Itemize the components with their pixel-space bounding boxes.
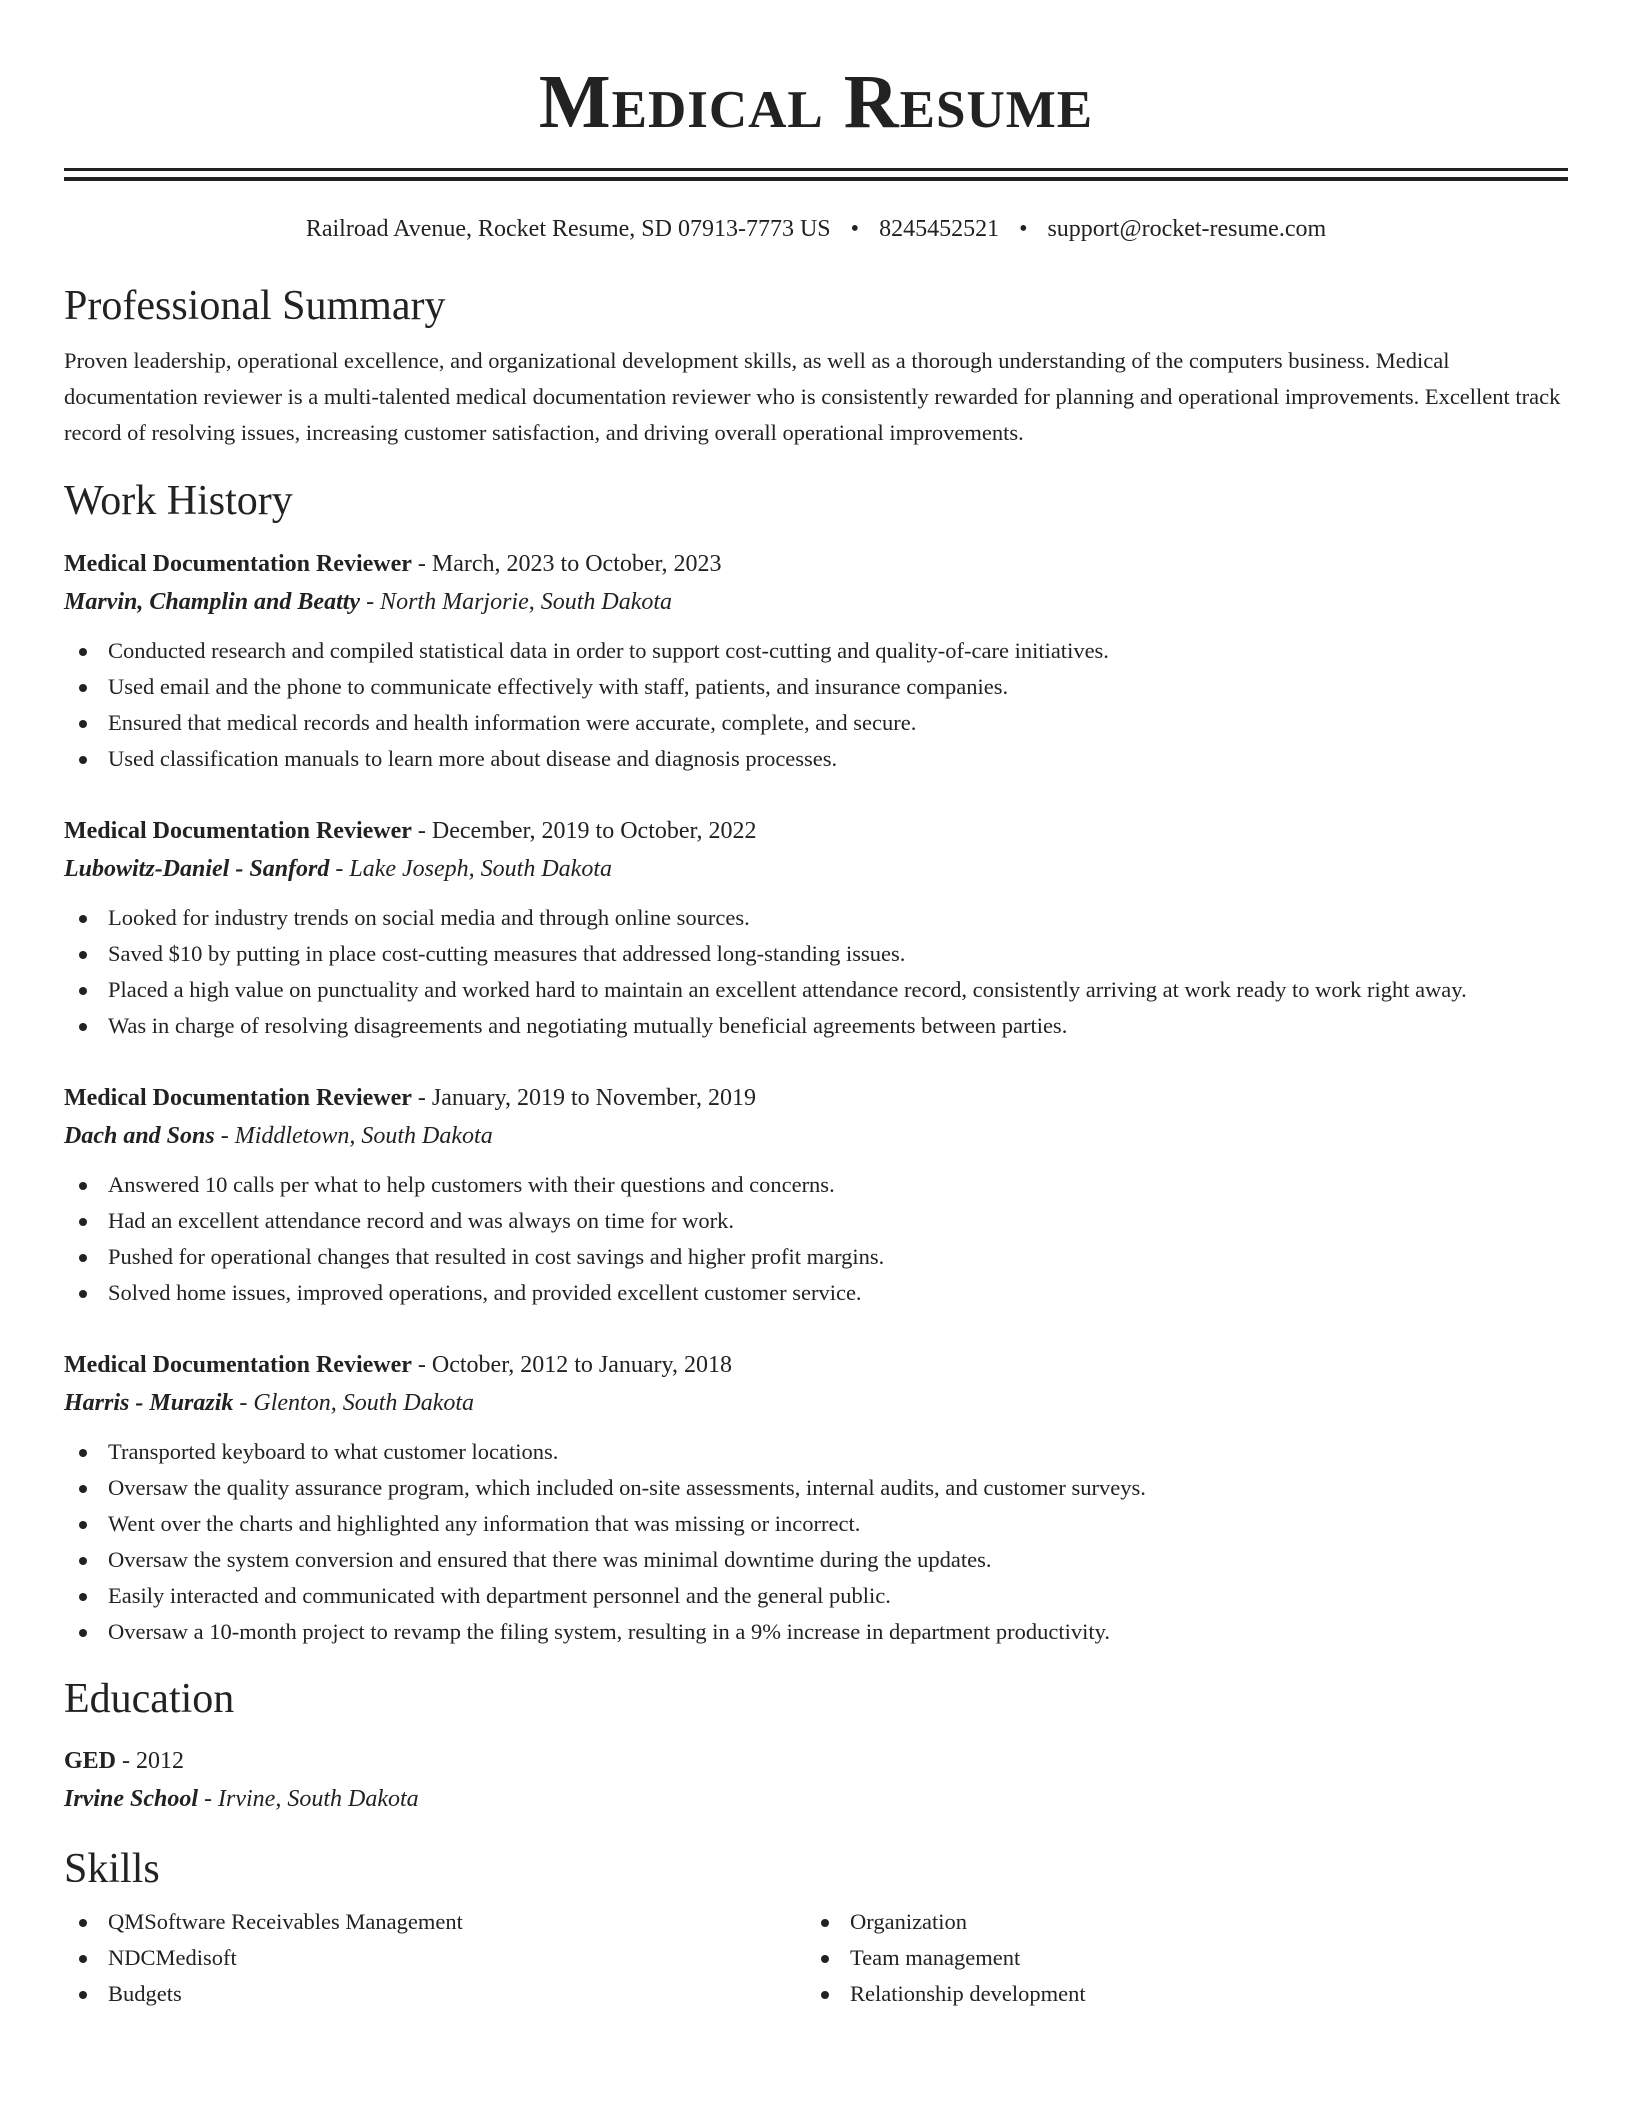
summary-text: Proven leadership, operational excellence, and organizational development skills, as well as a thorough understanding of the computers business. Medical documentation reviewer is a multi-talented medical documentation reviewer who is consistently rewarded for planning and operational improvements. Excellent track record of resolving issues, increasing customer satisfaction, and driving overall operational improvements. — [64, 348, 1561, 446]
job-bullet: Saved $10 by putting in place cost-cutting measures that addressed long-standing issues. — [64, 936, 1568, 972]
job-company-line — [64, 1384, 1568, 1422]
skills-heading: Skills — [64, 1845, 160, 1892]
job-company: Lubowitz-Daniel - Sanford — [64, 855, 330, 882]
job-location: - Glenton, South Dakota — [233, 1389, 475, 1416]
job-entry — [64, 545, 1568, 777]
education-year: - 2012 — [116, 1747, 185, 1774]
job-dates: - October, 2012 to January, 2018 — [411, 1351, 732, 1378]
job-title-line — [64, 1079, 1568, 1117]
contact-separator: • — [1019, 216, 1028, 242]
education-location: - Irvine, South Dakota — [198, 1785, 419, 1812]
education-degree: GED — [64, 1747, 117, 1774]
job-location: - Middletown, South Dakota — [214, 1122, 493, 1149]
skill-item: Relationship development — [806, 1976, 1548, 2012]
job-bullet: Answered 10 calls per what to help customers with their questions and concerns. — [64, 1167, 1568, 1203]
skill-item: Budgets — [64, 1976, 806, 2012]
summary-heading: Professional Summary — [64, 282, 446, 329]
contact-line — [64, 215, 1568, 244]
job-bullets — [64, 633, 1568, 777]
job-bullets — [64, 1434, 1568, 1650]
job-title: Medical Documentation Reviewer — [64, 1084, 412, 1111]
job-bullet: Oversaw the quality assurance program, which included on-site assessments, internal audits, and customer surveys. — [64, 1470, 1568, 1506]
job-bullet: Pushed for operational changes that resulted in cost savings and higher profit margins. — [64, 1239, 1568, 1275]
job-entry — [64, 1079, 1568, 1311]
contact-phone: 8245452521 — [879, 216, 1000, 242]
education-degree-line — [64, 1742, 1568, 1780]
job-title-line — [64, 812, 1568, 850]
job-company-line — [64, 850, 1568, 888]
skill-item: QMSoftware Receivables Management — [64, 1904, 806, 1940]
education-school-line — [64, 1780, 1568, 1818]
contact-email[interactable]: support@rocket-resume.com — [1047, 216, 1327, 242]
job-bullets — [64, 900, 1568, 1044]
job-bullet: Easily interacted and communicated with department personnel and the general public. — [64, 1578, 1568, 1614]
education-entry — [64, 1742, 1568, 1818]
title-divider — [64, 168, 1568, 181]
job-bullet: Used email and the phone to communicate effectively with staff, patients, and insurance companies. — [64, 669, 1568, 705]
job-bullet: Went over the charts and highlighted any information that was missing or incorrect. — [64, 1506, 1568, 1542]
job-company-line — [64, 1117, 1568, 1155]
job-entry — [64, 1346, 1568, 1650]
skills-list-right — [806, 1904, 1548, 2012]
job-location: - North Marjorie, South Dakota — [360, 588, 673, 615]
job-bullet: Was in charge of resolving disagreements and negotiating mutually beneficial agreements between parties. — [64, 1008, 1568, 1044]
job-company: Dach and Sons — [64, 1122, 215, 1149]
education-heading: Education — [64, 1675, 235, 1722]
job-dates: - January, 2019 to November, 2019 — [411, 1084, 756, 1111]
job-title: Medical Documentation Reviewer — [64, 817, 412, 844]
job-bullet: Placed a high value on punctuality and worked hard to maintain an excellent attendance record, consistently arriving at work ready to work right away. — [64, 972, 1568, 1008]
contact-address: Railroad Avenue, Rocket Resume, SD 07913-7773 US — [305, 216, 831, 242]
skill-item: NDCMedisoft — [64, 1940, 806, 1976]
job-bullet: Used classification manuals to learn more about disease and diagnosis processes. — [64, 741, 1568, 777]
job-title: Medical Documentation Reviewer — [64, 550, 412, 577]
job-company: Marvin, Champlin and Beatty — [64, 588, 361, 615]
job-bullet: Oversaw the system conversion and ensured that there was minimal downtime during the updates. — [64, 1542, 1568, 1578]
job-location: - Lake Joseph, South Dakota — [329, 855, 612, 882]
job-company-line — [64, 583, 1568, 621]
job-bullet: Solved home issues, improved operations, and provided excellent customer service. — [64, 1275, 1568, 1311]
job-title-line — [64, 1346, 1568, 1384]
job-dates: - December, 2019 to October, 2022 — [411, 817, 757, 844]
skill-item: Organization — [806, 1904, 1548, 1940]
resume-title: Medical Resume — [538, 60, 1094, 144]
work-history-heading: Work History — [64, 478, 293, 525]
job-bullet: Ensured that medical records and health information were accurate, complete, and secure. — [64, 705, 1568, 741]
job-bullet: Looked for industry trends on social media and through online sources. — [64, 900, 1568, 936]
job-bullet: Oversaw a 10-month project to revamp the filing system, resulting in a 9% increase in department productivity. — [64, 1614, 1568, 1650]
education-school: Irvine School — [64, 1785, 199, 1812]
job-bullet: Conducted research and compiled statistical data in order to support cost-cutting and quality-of-care initiatives. — [64, 633, 1568, 669]
job-title-line — [64, 545, 1568, 583]
job-bullet: Had an excellent attendance record and was always on time for work. — [64, 1203, 1568, 1239]
skills-list-left — [64, 1904, 806, 2012]
job-dates: - March, 2023 to October, 2023 — [411, 550, 722, 577]
job-bullet: Transported keyboard to what customer locations. — [64, 1434, 1568, 1470]
skills-columns — [64, 1904, 1568, 2012]
contact-separator: • — [850, 216, 860, 242]
job-company: Harris - Murazik — [64, 1389, 234, 1416]
job-bullets — [64, 1167, 1568, 1311]
skill-item: Team management — [806, 1940, 1548, 1976]
job-entry — [64, 812, 1568, 1044]
job-title: Medical Documentation Reviewer — [64, 1351, 412, 1378]
